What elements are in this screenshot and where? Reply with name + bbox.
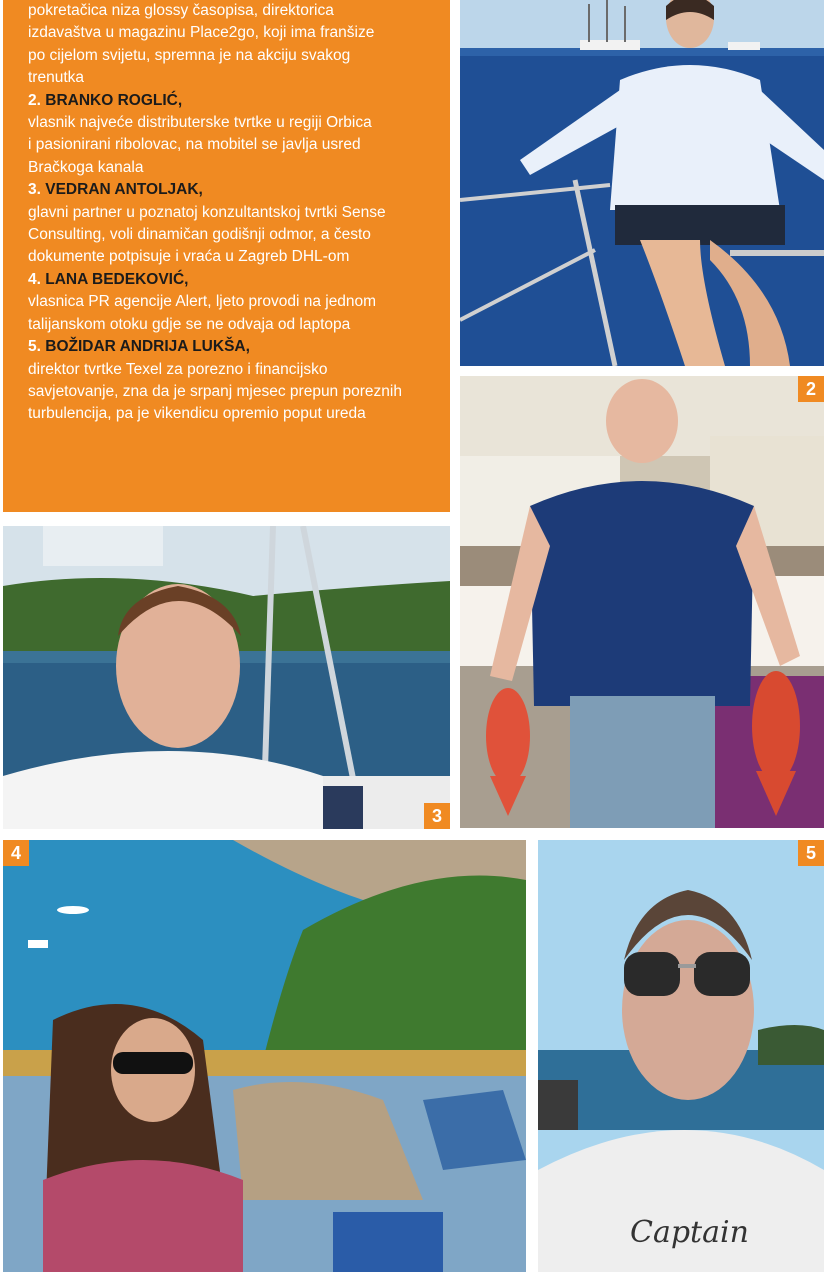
entry-bozidar-andrija-luksa bbox=[28, 336, 438, 426]
photo-man-with-fish-illustration bbox=[460, 376, 824, 828]
intro-paragraph bbox=[28, 0, 438, 90]
photo-man-with-sunglasses bbox=[538, 840, 824, 1272]
photo-number-badge: 5 bbox=[798, 840, 824, 866]
entry-line: Consulting, voli dinamičan godišnji odmor, a često bbox=[28, 226, 371, 244]
entry-number: 4. bbox=[28, 270, 41, 288]
intro-line: izdavaštva u magazinu Place2go, koji ima franšize bbox=[28, 24, 375, 42]
entry-line: vlasnik najveće distributerske tvrtke u regiji Orbica bbox=[28, 114, 372, 132]
intro-line: po cijelom svijetu, spremna je na akciju svakog bbox=[28, 46, 351, 64]
profile-text-box bbox=[3, 0, 450, 512]
entry-name: BOŽIDAR ANDRIJA LUKŠA, bbox=[45, 338, 250, 356]
entry-heading bbox=[28, 181, 203, 198]
entry-name: BRANKO ROGLIĆ, bbox=[45, 91, 183, 109]
entry-branko-roglic bbox=[28, 90, 438, 180]
entry-line: direktor tvrtke Texel za porezno i financijsko bbox=[28, 360, 328, 378]
photo-number-badge: 3 bbox=[424, 803, 450, 829]
entry-line: glavni partner u poznatoj konzultantskoj tvrtki Sense bbox=[28, 203, 386, 221]
intro-line: pokretačica niza glossy časopisa, direktorica bbox=[28, 2, 334, 19]
entry-line: dokumente potpisuje i vraća u Zagreb DHL-om bbox=[28, 248, 350, 266]
entry-line: vlasnica PR agencije Alert, ljeto provodi na jednom bbox=[28, 293, 377, 311]
entry-name: VEDRAN ANTOLJAK, bbox=[45, 181, 203, 199]
entry-line: Bračkoga kanala bbox=[28, 158, 144, 176]
entry-heading bbox=[28, 271, 189, 288]
entry-number: 5. bbox=[28, 338, 41, 356]
entry-lana-bedekovic bbox=[28, 269, 438, 336]
entry-heading bbox=[28, 338, 250, 355]
entry-name: LANA BEDEKOVIĆ, bbox=[45, 270, 189, 288]
intro-line: trenutka bbox=[28, 69, 85, 87]
photo-man-on-sailboat-illustration bbox=[3, 526, 450, 829]
photo-woman-on-terrace bbox=[3, 840, 526, 1272]
entry-vedran-antoljak bbox=[28, 179, 438, 269]
photo-woman-on-terrace-illustration bbox=[3, 840, 526, 1272]
photo-man-on-sailboat bbox=[3, 526, 450, 829]
entry-line: turbulencija, pa je vikendicu opremio poput ureda bbox=[28, 405, 366, 423]
entry-line: savjetovanje, zna da je srpanj mjesec prepun poreznih bbox=[28, 382, 402, 400]
entry-line: talijanskom otoku gdje se ne odvaja od laptopa bbox=[28, 315, 351, 333]
photo-number-badge: 2 bbox=[798, 376, 824, 402]
photo-man-with-sunglasses-illustration bbox=[538, 840, 824, 1272]
photo-woman-on-boat-illustration bbox=[460, 0, 824, 366]
entry-number: 3. bbox=[28, 181, 41, 199]
photo-man-with-fish bbox=[460, 376, 824, 828]
entry-number: 2. bbox=[28, 91, 41, 109]
photo-number-badge: 4 bbox=[3, 840, 29, 866]
entry-heading bbox=[28, 92, 182, 109]
entry-line: i pasionirani ribolovac, na mobitel se javlja usred bbox=[28, 136, 361, 154]
shirt-print-text: Captain bbox=[630, 1215, 749, 1250]
photo-woman-on-boat bbox=[460, 0, 824, 366]
